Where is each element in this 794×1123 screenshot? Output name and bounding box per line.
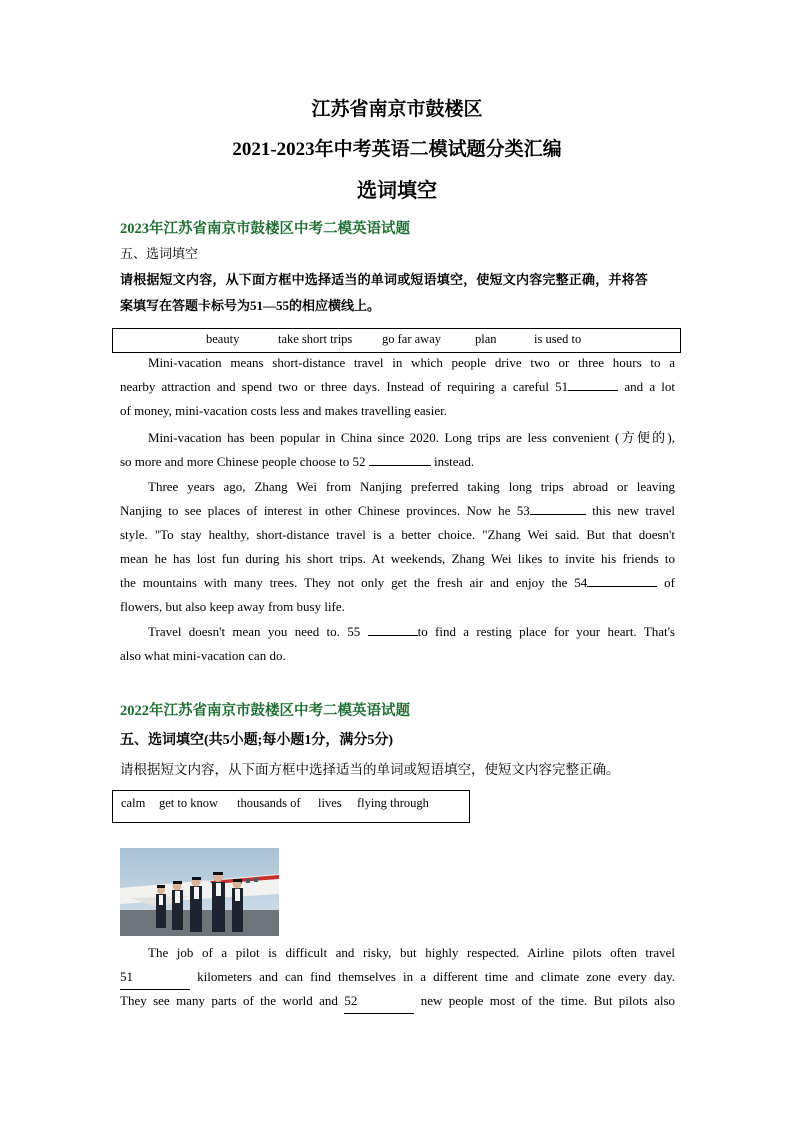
pilots-illustration — [120, 848, 279, 936]
word-option: take short trips — [278, 332, 353, 346]
text-segment: Travel doesn't mean you need to. 55 — [148, 624, 361, 639]
word-bank-2023 — [112, 328, 681, 353]
text-line — [120, 375, 675, 399]
section-2023-part: 五、选词填空 — [120, 246, 199, 261]
section-2022-part: 五、选词填空(共5小题;每小题1分，满分5分) — [120, 733, 393, 748]
word-option: is used to — [534, 332, 582, 346]
word-option: beauty — [206, 332, 240, 346]
text-segment: so more and more Chinese people choose to 52 — [120, 454, 366, 469]
answer-blank-53[interactable] — [530, 500, 586, 515]
answer-blank-51[interactable] — [568, 376, 618, 391]
text-line: Three years ago, Zhang Wei from Nanjing preferred taking long trips abroad or leaving — [148, 479, 675, 494]
section-2022-heading: 2022年江苏省南京市鼓楼区中考二模英语试题 — [120, 703, 410, 719]
text-segment: and a lot — [624, 379, 676, 394]
text-line — [120, 571, 675, 595]
passage-2023-para-2 — [120, 426, 675, 474]
section-2023-instruction-1: 请根据短文内容，从下面方框中选择适当的单词或短语填空，使短文内容完整正确，并将答 — [120, 272, 649, 287]
section-2023-heading: 2023年江苏省南京市鼓楼区中考二模英语试题 — [120, 221, 410, 237]
text-line: flowers, but also keep away from busy life. — [120, 599, 345, 614]
text-segment: this new travel — [592, 503, 675, 518]
doc-title-region: 江苏省南京市鼓楼区 — [311, 99, 483, 120]
answer-blank-54[interactable] — [587, 572, 657, 587]
passage-2023-para-4 — [120, 620, 675, 668]
text-segment: the mountains with many trees. They not only get the fresh air and enjoy the 54 — [120, 575, 588, 590]
text-line — [120, 450, 675, 474]
answer-blank-52[interactable]: 52 — [344, 989, 414, 1014]
text-line — [120, 989, 675, 1013]
word-option: go far away — [382, 332, 441, 346]
word-option: calm — [121, 796, 146, 810]
text-line: also what mini-vacation can do. — [120, 648, 286, 663]
text-line: Mini-vacation means short-distance travel in which people drive two or three hours to a — [148, 355, 675, 370]
text-segment: nearby attraction and spend two or three days. Instead of requiring a careful 51 — [120, 379, 569, 394]
text-segment: kilometers and can find themselves in a different time and climate zone every day. — [197, 969, 675, 984]
doc-title-main: 2021-2023年中考英语二模试题分类汇编 — [232, 139, 562, 160]
passage-2023-para-3 — [120, 475, 675, 619]
text-segment: new people most of the time. But pilots also — [420, 993, 676, 1008]
text-segment: They see many parts of the world and — [120, 993, 338, 1008]
word-option: lives — [318, 796, 342, 810]
text-segment: instead. — [434, 454, 475, 469]
word-bank-2022 — [112, 790, 470, 823]
passage-2022-para-1 — [120, 941, 675, 1013]
text-line: The job of a pilot is difficult and risky, but highly respected. Airline pilots often travel — [148, 945, 675, 960]
doc-title-topic: 选词填空 — [357, 180, 437, 202]
text-segment: to find a resting place for your heart. That's — [417, 624, 675, 639]
word-option: flying through — [357, 796, 429, 810]
text-line: style. "To stay healthy, short-distance travel is a better choice. "Zhang Wei said. But that doesn't — [120, 527, 675, 542]
word-option: plan — [475, 332, 497, 346]
text-segment: of — [664, 575, 676, 590]
text-line — [120, 620, 675, 644]
text-line: of money, mini-vacation costs less and makes travelling easier. — [120, 403, 447, 418]
answer-blank-52[interactable] — [369, 451, 431, 466]
word-option: thousands of — [237, 796, 301, 810]
section-2022-instruction: 请根据短文内容，从下面方框中选择适当的单词或短语填空，使短文内容完整正确。 — [120, 762, 620, 777]
pilots-photo — [120, 848, 279, 936]
passage-2023-para-1 — [120, 351, 675, 423]
text-line — [120, 965, 675, 989]
answer-blank-55[interactable] — [368, 621, 418, 636]
text-line: Mini-vacation has been popular in China since 2020. Long trips are less convenient (方便的), — [148, 430, 675, 445]
section-2023-instruction-2: 案填写在答题卡标号为51—55的相应横线上。 — [120, 298, 381, 313]
answer-blank-51[interactable]: 51 — [120, 965, 190, 990]
text-segment: Nanjing to see places of interest in other Chinese provinces. Now he 53 — [120, 503, 530, 518]
text-line: mean he has lost fun during his short trips. At weekends, Zhang Wei likes to invite his friends to — [120, 551, 675, 566]
word-option: get to know — [159, 796, 219, 810]
text-line — [120, 499, 675, 523]
